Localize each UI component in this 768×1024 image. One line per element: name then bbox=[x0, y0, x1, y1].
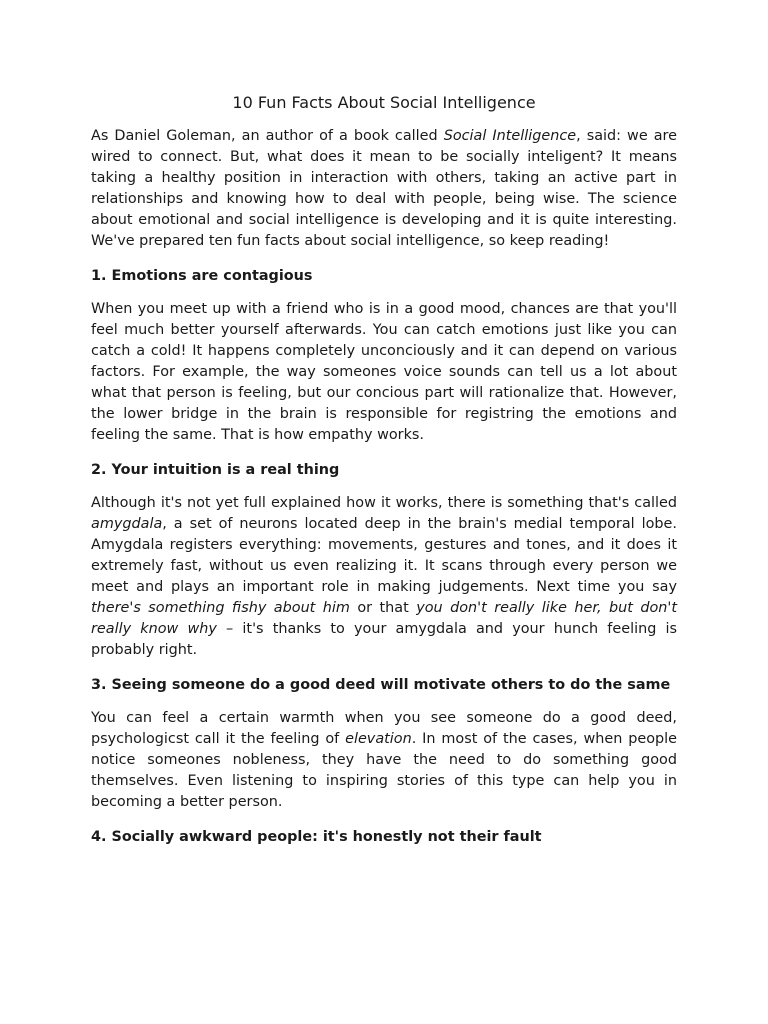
section-3-heading: 3. Seeing someone do a good deed will motivate others to do the same bbox=[91, 677, 671, 693]
section-2-italic-2: there's something fishy about him bbox=[91, 600, 350, 616]
section-3-text bbox=[91, 708, 677, 813]
section-2-text-2: , a set of neurons located deep in the brain's medial temporal lobe. Amygdala registers everything: movements, gestures and tones, and it does it extremely fast, without us even realizing it. It scans through every person we meet and plays an important role in making judgements. Next time you say bbox=[91, 516, 677, 595]
intro-text-2: , said: we are wired to connect. But, what does it mean to be socially inteligent? It means taking a healthy position in interaction with others, taking an active part in relationships and knowing how to deal with people, being wise. The science about emotional and social intelligence is developing and it is quite interesting. We've prepared ten fun facts about social intelligence, so keep reading! bbox=[91, 128, 677, 249]
intro-paragraph bbox=[91, 126, 677, 252]
section-3-text-2: . In most of the cases, when people notice someones nobleness, they have the need to do something good themselves. Even listening to inspiring stories of this type can help you in becoming a better person. bbox=[91, 731, 677, 810]
section-3-text-1: You can feel a certain warmth when you see someone do a good deed, psychologicst call it the feeling of bbox=[91, 710, 677, 747]
section-1-heading: 1. Emotions are contagious bbox=[91, 268, 313, 284]
section-2-heading: 2. Your intuition is a real thing bbox=[91, 462, 340, 478]
section-2-text-4: – it's thanks to your amygdala and your hunch feeling is probably right. bbox=[91, 621, 677, 658]
section-2-text-1: Although it's not yet full explained how it works, there is something that's called bbox=[91, 495, 677, 511]
section-4-heading: 4. Socially awkward people: it's honestly not their fault bbox=[91, 829, 542, 845]
document-title: 10 Fun Facts About Social Intelligence bbox=[232, 93, 536, 112]
section-2-italic-1: amygdala bbox=[91, 516, 163, 532]
intro-text-1: As Daniel Goleman, an author of a book called bbox=[91, 128, 444, 144]
book-title: Social Intelligence bbox=[443, 128, 577, 144]
section-1-text: When you meet up with a friend who is in a good mood, chances are that you'll feel much better yourself afterwards. You can catch emotions just like you can catch a cold! It happens completely unconciously and it can depend on various factors. For example, the way someones voice sounds can tell us a lot about what that person is feeling, but our concious part will rationalize that. However, the lower bridge in the brain is responsible for registring the emotions and feeling the same. That is how empathy works. bbox=[91, 301, 677, 443]
section-3-italic-1: elevation bbox=[345, 731, 412, 747]
section-2-text-3: or that bbox=[349, 600, 417, 616]
section-2-text bbox=[91, 493, 677, 661]
section-2-italic-3: you don't really like her, but don't really know why bbox=[91, 600, 677, 637]
